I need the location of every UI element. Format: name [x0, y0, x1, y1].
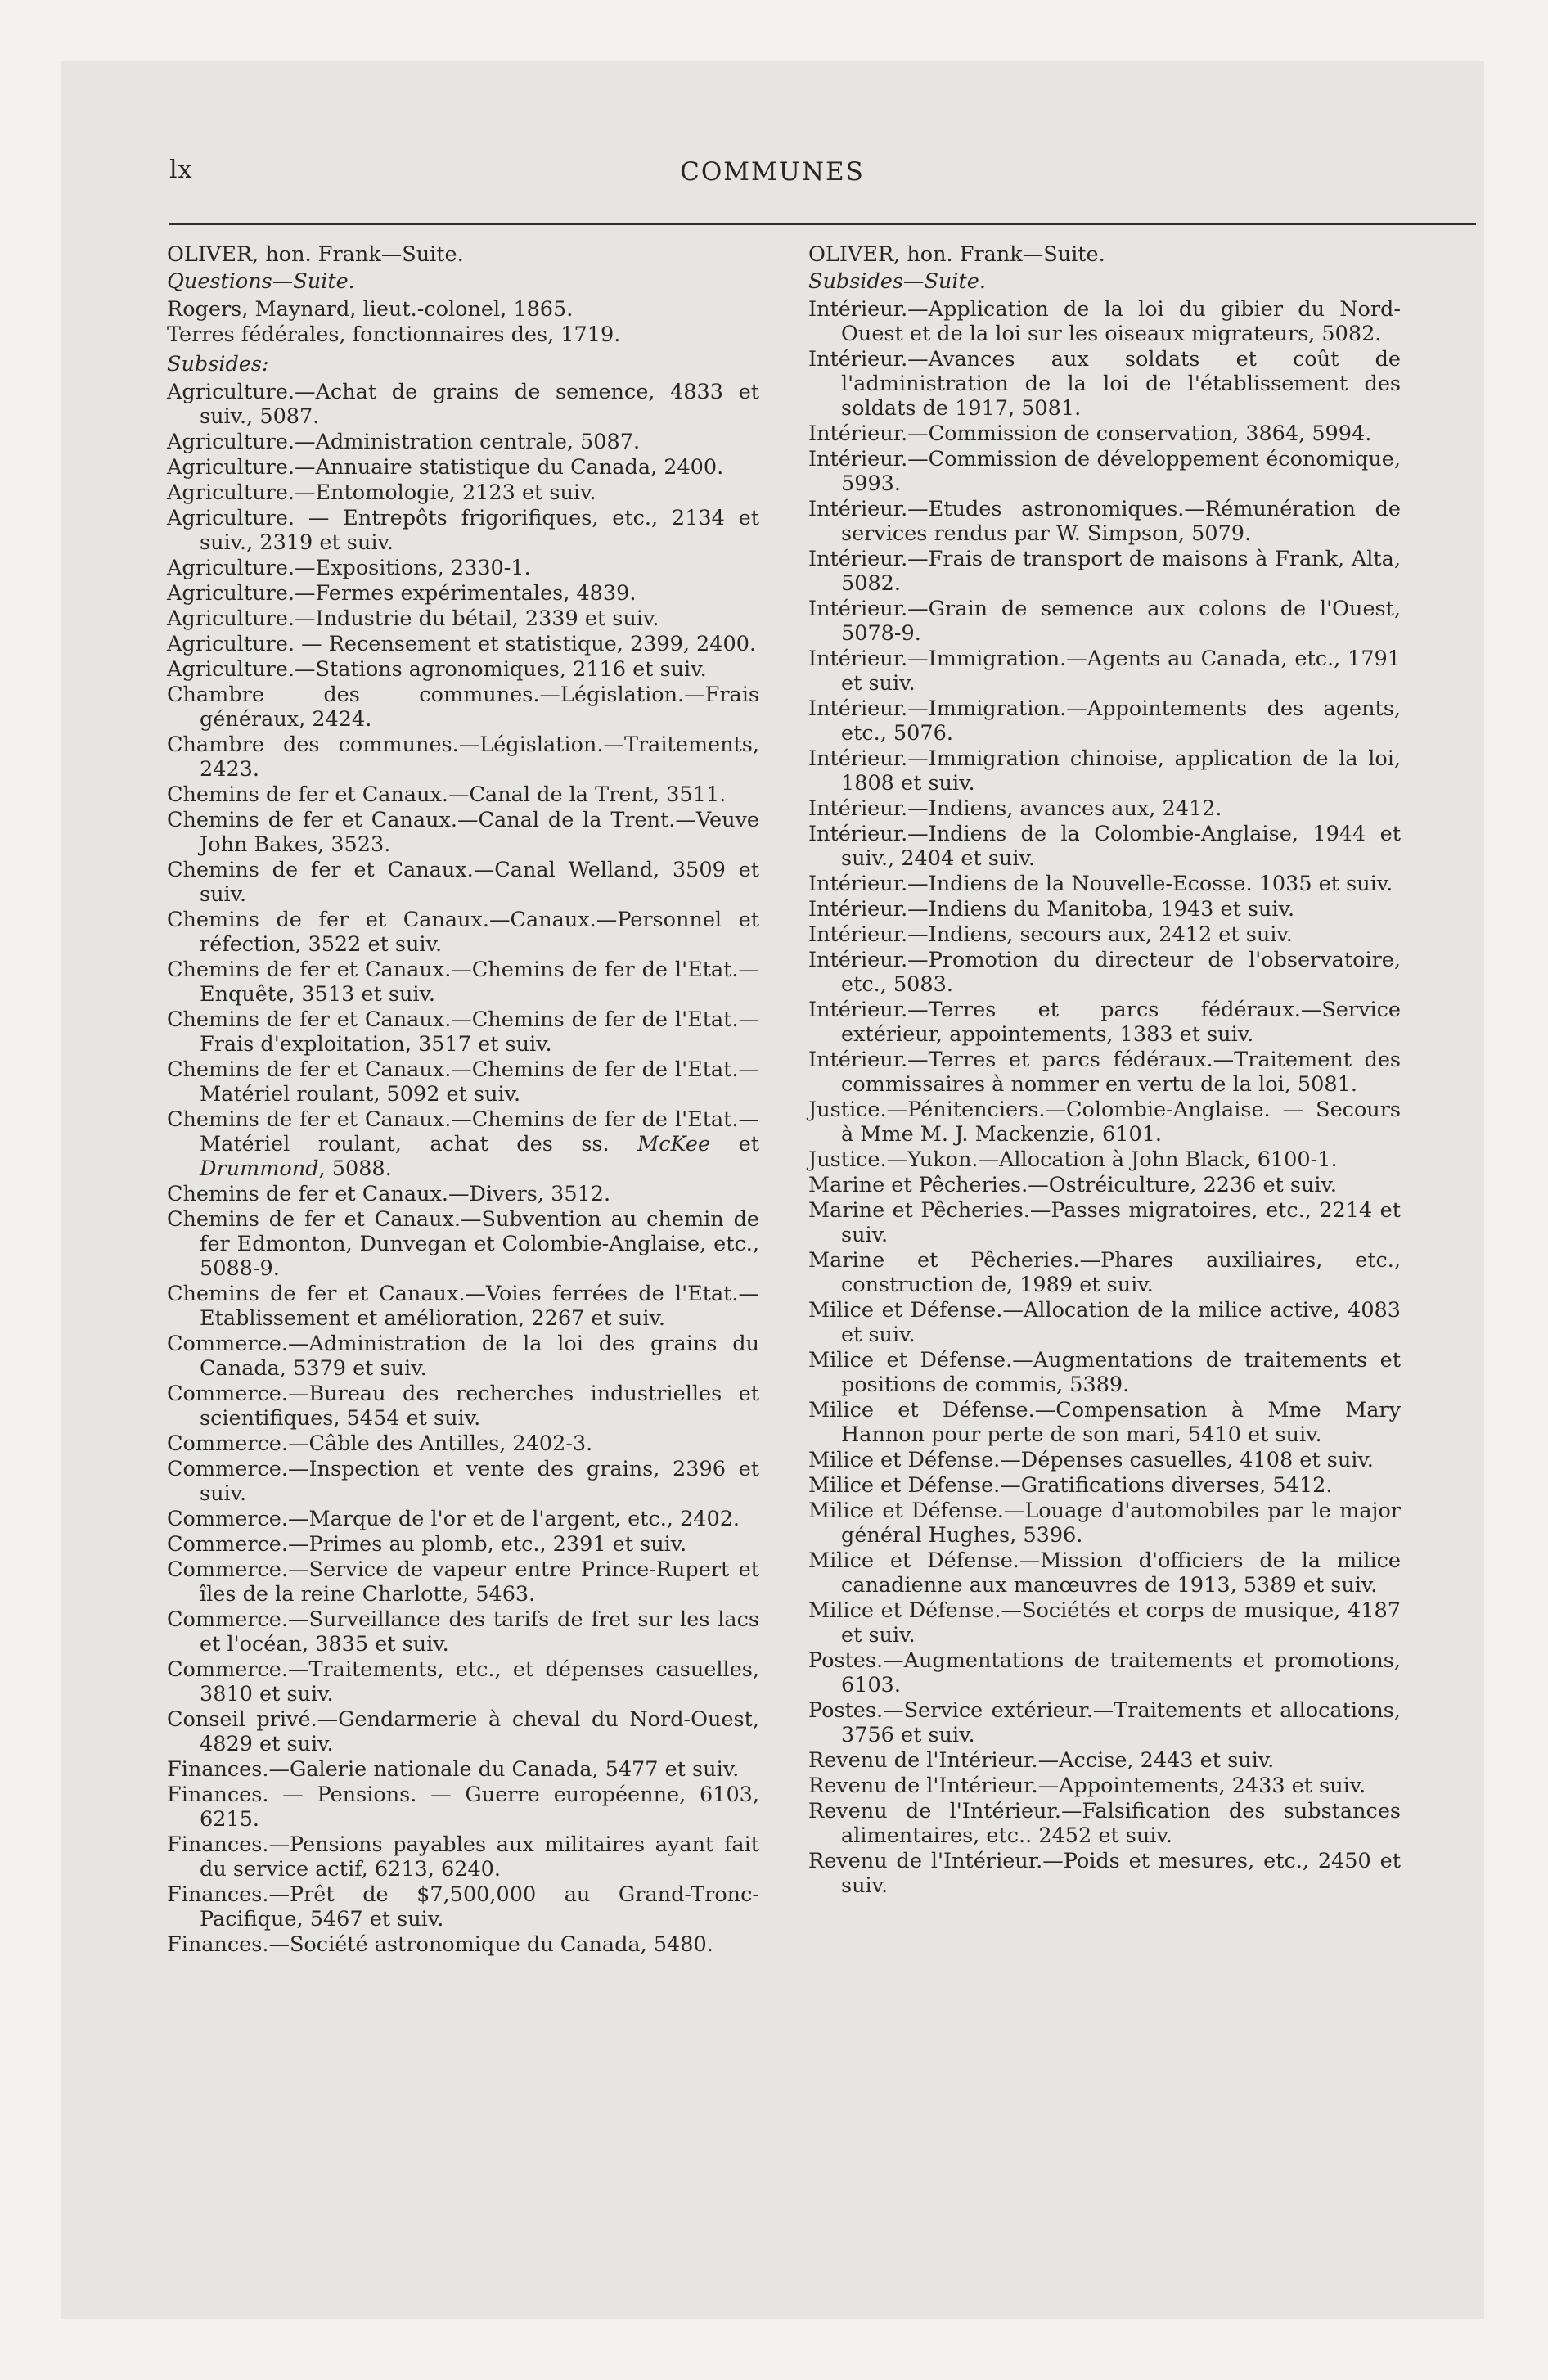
index-entry: Chemins de fer et Canaux.—Canal de la Trent, 3511.: [167, 782, 727, 807]
index-entry: Finances.—Société astronomique du Canada, 5480.: [167, 1932, 713, 1957]
index-entry: Revenu de l'Intérieur.—Falsification des substances alimentaires, etc.. 2452 et suiv.: [808, 1799, 1401, 1848]
index-entry: Intérieur.—Application de la loi du gibier du Nord-Ouest et de la loi sur les oiseaux migrateurs, 5082.: [808, 297, 1401, 346]
index-entry: Finances.—Galerie nationale du Canada, 5477 et suiv.: [167, 1757, 740, 1782]
index-entry: Revenu de l'Intérieur.—Accise, 2443 et suiv.: [808, 1748, 1275, 1773]
index-entry: Chemins de fer et Canaux.—Chemins de fer de l'Etat.—Frais d'exploitation, 3517 et suiv.: [167, 1007, 759, 1057]
index-entry: Intérieur.—Indiens de la Colombie-Anglaise, 1944 et suiv., 2404 et suiv.: [808, 822, 1401, 871]
index-entry: Revenu de l'Intérieur.—Poids et mesures, etc., 2450 et suiv.: [808, 1849, 1401, 1898]
running-title: COMMUNES: [680, 157, 865, 187]
index-entry: Commerce.—Administration de la loi des grains du Canada, 5379 et suiv.: [167, 1332, 759, 1381]
entry-list: [167, 297, 759, 347]
index-entry: Chambre des communes.—Législation.—Traitements, 2423.: [167, 732, 759, 782]
index-entry: Finances.—Prêt de $7,500,000 au Grand-Tronc-Pacifique, 5467 et suiv.: [167, 1882, 759, 1931]
index-entry: Chemins de fer et Canaux.—Canal de la Trent.—Veuve John Bakes, 3523.: [167, 808, 759, 857]
index-entry: Intérieur.—Immigration chinoise, application de la loi, 1808 et suiv.: [808, 746, 1401, 796]
index-entry: Agriculture.—Administration centrale, 5087.: [167, 430, 641, 454]
index-entry: Revenu de l'Intérieur.—Appointements, 2433 et suiv.: [808, 1774, 1366, 1798]
index-entry: Finances. — Pensions. — Guerre européenne, 6103, 6215.: [167, 1783, 759, 1832]
index-entry: Agriculture.—Stations agronomiques, 2116 et suiv.: [167, 657, 707, 682]
index-entry: Intérieur.—Immigration.—Appointements des agents, etc., 5076.: [808, 696, 1401, 746]
index-entry: Commerce.—Câble des Antilles, 2402-3.: [167, 1431, 593, 1456]
index-entry: Intérieur.—Indiens de la Nouvelle-Ecosse. 1035 et suiv.: [808, 872, 1393, 896]
page-header: [61, 61, 1484, 241]
index-entry: Agriculture.—Annuaire statistique du Canada, 2400.: [167, 455, 724, 480]
right-column: [808, 242, 1401, 1899]
ship-name: Drummond: [200, 1156, 319, 1181]
index-entry: Milice et Défense.—Dépenses casuelles, 4108 et suiv.: [808, 1448, 1374, 1472]
index-entry: Agriculture.—Fermes expérimentales, 4839.: [167, 581, 637, 606]
index-entry: Postes.—Augmentations de traitements et promotions, 6103.: [808, 1648, 1401, 1697]
index-entry: Agriculture.—Industrie du bétail, 2339 et suiv.: [167, 606, 659, 631]
index-entry: Agriculture.—Expositions, 2330-1.: [167, 556, 531, 580]
index-entry: Marine et Pêcheries.—Phares auxiliaires, etc., construction de, 1989 et suiv.: [808, 1248, 1401, 1297]
index-entry: Intérieur.—Indiens, secours aux, 2412 et suiv.: [808, 922, 1293, 947]
section-label: Questions—Suite.: [167, 269, 355, 294]
index-entry: Milice et Défense.—Gratifications diverses, 5412.: [808, 1473, 1333, 1498]
entry-list: [167, 1182, 759, 1957]
index-entry: Intérieur.—Frais de transport de maisons à Frank, Alta, 5082.: [808, 547, 1401, 596]
index-entry: Milice et Défense.—Compensation à Mme Mary Hannon pour perte de son mari, 5410 et suiv.: [808, 1398, 1401, 1447]
index-entry: Intérieur.—Terres et parcs fédéraux.—Traitement des commissaires à nommer en vertu de la loi, 5081.: [808, 1048, 1401, 1097]
index-entry: [167, 1107, 759, 1181]
index-entry: Intérieur.—Promotion du directeur de l'observatoire, etc., 5083.: [808, 948, 1401, 997]
index-entry: Milice et Défense.—Mission d'officiers de la milice canadienne aux manœuvres de 1913, 5389 et suiv.: [808, 1548, 1401, 1598]
index-entry: Intérieur.—Terres et parcs fédéraux.—Service extérieur, appointements, 1383 et suiv.: [808, 998, 1401, 1047]
index-entry: Intérieur.—Commission de développement économique, 5993.: [808, 447, 1401, 496]
index-entry: Rogers, Maynard, lieut.-colonel, 1865.: [167, 297, 574, 322]
index-entry: Conseil privé.—Gendarmerie à cheval du Nord-Ouest, 4829 et suiv.: [167, 1707, 759, 1756]
index-entry: Intérieur.—Indiens, avances aux, 2412.: [808, 796, 1222, 821]
index-entry: Agriculture. — Recensement et statistique, 2399, 2400.: [167, 632, 757, 656]
header-rule: [169, 223, 1476, 225]
index-entry: Postes.—Service extérieur.—Traitements et allocations, 3756 et suiv.: [808, 1698, 1401, 1747]
index-entry: Intérieur.—Grain de semence aux colons de l'Ouest, 5078-9.: [808, 597, 1401, 646]
index-entry: Milice et Défense.—Louage d'automobiles par le major général Hughes, 5396.: [808, 1499, 1401, 1548]
index-entry: Intérieur.—Etudes astronomiques.—Rémunération de services rendus par W. Simpson, 5079.: [808, 497, 1401, 546]
page-number: lx: [169, 156, 193, 184]
index-entry: Agriculture.—Entomologie, 2123 et suiv.: [167, 480, 596, 505]
entry-text: et: [710, 1132, 759, 1156]
left-column: [167, 242, 759, 1958]
index-entry: Intérieur.—Avances aux soldats et coût de l'administration de la loi de l'établissement des soldats de 1917, 5081.: [808, 347, 1401, 421]
index-entry: Marine et Pêcheries.—Passes migratoires, etc., 2214 et suiv.: [808, 1198, 1401, 1247]
index-entry: Chambre des communes.—Législation.—Frais généraux, 2424.: [167, 683, 759, 732]
index-entry: Milice et Défense.—Sociétés et corps de musique, 4187 et suiv.: [808, 1598, 1401, 1648]
index-entry: Intérieur.—Commission de conservation, 3864, 5994.: [808, 421, 1372, 446]
index-entry: Agriculture. — Entrepôts frigorifiques, etc., 2134 et suiv., 2319 et suiv.: [167, 506, 759, 555]
index-entry: Chemins de fer et Canaux.—Chemins de fer de l'Etat.—Matériel roulant, 5092 et suiv.: [167, 1057, 759, 1107]
column-heading: OLIVER, hon. Frank—Suite.: [167, 242, 464, 267]
index-entry: Milice et Défense.—Augmentations de traitements et positions de commis, 5389.: [808, 1348, 1401, 1397]
scanned-page: [61, 61, 1484, 2319]
index-entry: Commerce.—Surveillance des tarifs de fret sur les lacs et l'océan, 3835 et suiv.: [167, 1607, 759, 1657]
section-label: Subsides—Suite.: [808, 269, 986, 294]
index-entry: Intérieur.—Immigration.—Agents au Canada, etc., 1791 et suiv.: [808, 647, 1401, 696]
index-entry: Finances.—Pensions payables aux militaires ayant fait du service actif, 6213, 6240.: [167, 1832, 759, 1882]
index-entry: Commerce.—Inspection et vente des grains, 2396 et suiv.: [167, 1457, 759, 1506]
index-entry: Milice et Défense.—Allocation de la milice active, 4083 et suiv.: [808, 1298, 1401, 1347]
index-entry: Marine et Pêcheries.—Ostréiculture, 2236 et suiv.: [808, 1173, 1338, 1197]
entry-text: Chemins de fer et Canaux.—Chemins de fer de l'Etat.—Matériel roulant, achat des ss.: [167, 1107, 759, 1156]
ship-name: McKee: [637, 1132, 711, 1156]
index-entry: Chemins de fer et Canaux.—Divers, 3512.: [167, 1182, 611, 1206]
entry-text: , 5088.: [318, 1156, 392, 1181]
index-entry: Commerce.—Service de vapeur entre Prince-Rupert et îles de la reine Charlotte, 5463.: [167, 1557, 759, 1607]
index-entry: Commerce.—Marque de l'or et de l'argent, etc., 2402.: [167, 1507, 740, 1531]
index-entry: Justice.—Yukon.—Allocation à John Black, 6100-1.: [808, 1147, 1338, 1172]
index-entry: Chemins de fer et Canaux.—Canal Welland, 3509 et suiv.: [167, 858, 759, 907]
index-entry: Commerce.—Bureau des recherches industrielles et scientifiques, 5454 et suiv.: [167, 1382, 759, 1431]
index-entry: Intérieur.—Indiens du Manitoba, 1943 et suiv.: [808, 897, 1295, 922]
index-entry: Chemins de fer et Canaux.—Subvention au chemin de fer Edmonton, Dunvegan et Colombie-Anglaise, etc., 5088-9.: [167, 1207, 759, 1281]
index-entry: Chemins de fer et Canaux.—Canaux.—Personnel et réfection, 3522 et suiv.: [167, 908, 759, 957]
index-entry: Terres fédérales, fonctionnaires des, 1719.: [167, 322, 621, 347]
index-entry: Chemins de fer et Canaux.—Chemins de fer de l'Etat.—Enquête, 3513 et suiv.: [167, 958, 759, 1007]
entry-list: [808, 297, 1401, 1898]
column-heading: OLIVER, hon. Frank—Suite.: [808, 242, 1105, 267]
index-entry: Agriculture.—Achat de grains de semence, 4833 et suiv., 5087.: [167, 380, 759, 429]
entry-list: [167, 380, 759, 1107]
index-entry: Commerce.—Traitements, etc., et dépenses casuelles, 3810 et suiv.: [167, 1657, 759, 1706]
section-label: Subsides:: [167, 352, 269, 376]
index-entry: Commerce.—Primes au plomb, etc., 2391 et suiv.: [167, 1532, 687, 1557]
index-entry: Justice.—Pénitenciers.—Colombie-Anglaise. — Secours à Mme M. J. Mackenzie, 6101.: [808, 1098, 1401, 1147]
index-entry: Chemins de fer et Canaux.—Voies ferrées de l'Etat.—Etablissement et amélioration, 2267 et suiv.: [167, 1282, 759, 1331]
